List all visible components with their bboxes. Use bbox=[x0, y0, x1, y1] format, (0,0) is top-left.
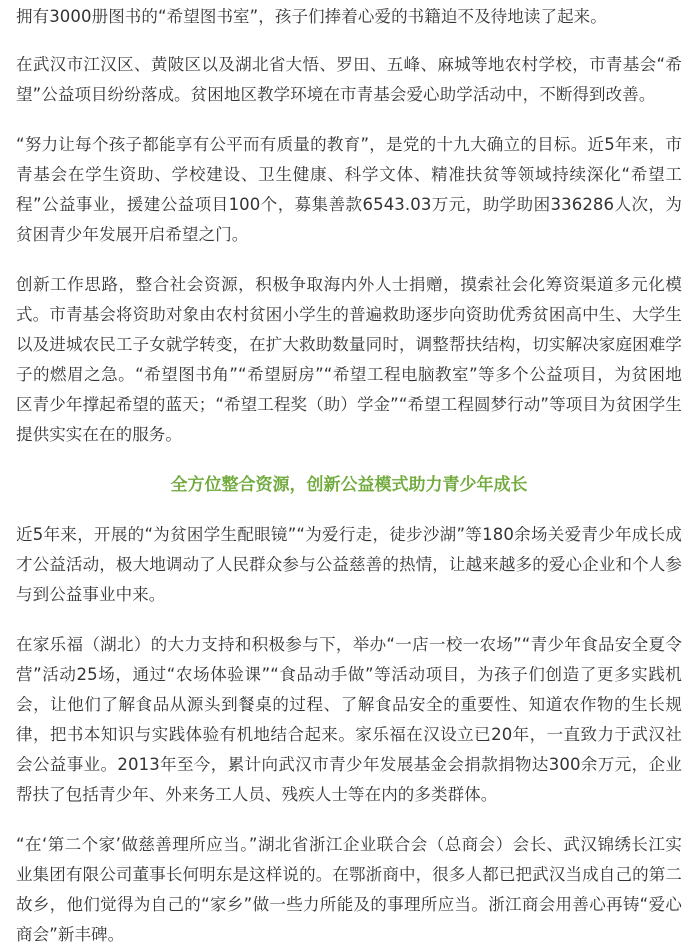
paragraph-activities: 近5年来，开展的“为贫困学生配眼镜”“为爱行走，徒步沙湖”等180余场关爱青少年成长成才公益活动，极大地调动了人民群众参与公益慈善的热情，让越来越多的爱心企业和个人参与到公益事业中来。 bbox=[16, 525, 682, 604]
paragraph-zhejiang-chamber: “在‘第二个家’做慈善理所应当。”湖北省浙江企业联合会（总商会）会长、武汉锦绣长江实业集团有限公司董事长何明东是这样说的。在鄂浙商中，很多人都已把武汉当成自己的第二故乡，他们觉得为自己的“家乡”做一些力所能及的事理所应当。浙江商会用善心再铸“爱心商会”新丰碑。 bbox=[16, 835, 682, 944]
paragraph-hope-projects: 在武汉市江汉区、黄陂区以及湖北省大悟、罗田、五峰、麻城等地农村学校，市青基会“希望”公益项目纷纷落成。贫困地区教学环境在市青基会爱心助学活动中，不断得到改善。 bbox=[16, 55, 682, 104]
paragraph-innovation: 创新工作思路，整合社会资源，积极争取海内外人士捐赠，摸索社会化筹资渠道多元化模式。市青基会将资助对象由农村贫困小学生的普遍救助逐步向资助优秀贫困高中生、大学生以及进城农民工子女就学转变，在扩大救助数量同时，调整帮扶结构，切实解决家庭困难学子的燃眉之急。“希望图书角”“希望厨房”“希望工程电脑教室”等多个公益项目，为贫困地区青少年撑起希望的蓝天；“希望工程奖（助）学金”“希望工程圆梦行动”等项目为贫困学生提供实实在在的服务。 bbox=[16, 275, 682, 444]
section-heading: 全方位整合资源，创新公益模式助力青少年成长 bbox=[170, 475, 528, 495]
paragraph-education-goal: “努力让每个孩子都能享有公平而有质量的教育”，是党的十九大确立的目标。近5年来，市青基会在学生资助、学校建设、卫生健康、科学文体、精准扶贫等领域持续深化“希望工程”公益事业，援建公益项目100个，募集善款6543.03万元，助学助困336286人次，为贫困青少年发展开启希望之门。 bbox=[16, 135, 682, 244]
paragraph-library-room: 拥有3000册图书的“希望图书室”，孩子们捧着心爱的书籍迫不及待地读了起来。 bbox=[16, 7, 607, 26]
paragraph-carrefour: 在家乐福（湖北）的大力支持和积极参与下，举办“一店一校一农场”“青少年食品安全夏令营”活动25场，通过“农场体验课”“食品动手做”等活动项目，为孩子们创造了更多实践机会，让他们了解食品从源头到餐桌的过程、了解食品安全的重要性、知道农作物的生长规律，把书本知识与实践体验有机地结合起来。家乐福在汉设立已20年，一直致力于武汉社会公益事业。2013年至今，累计向武汉市青少年发展基金会捐款捐物达300余万元，企业帮扶了包括青少年、外来务工人员、残疾人士等在内的多类群体。 bbox=[16, 635, 682, 804]
